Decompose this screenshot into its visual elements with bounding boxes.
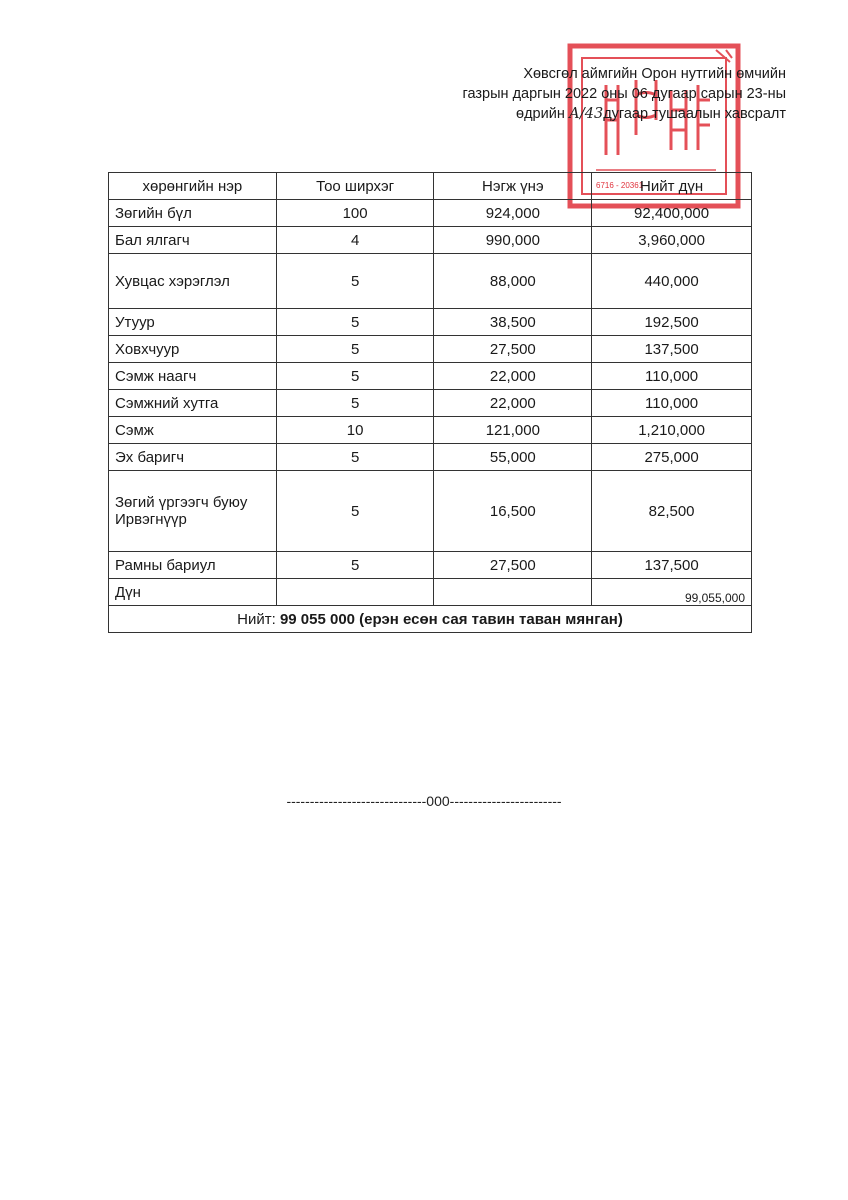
cell-total: 1,210,000: [592, 417, 752, 444]
cell-total: 137,500: [592, 552, 752, 579]
stamp-number: 6716 - 20361: [596, 181, 644, 190]
table-row: [109, 417, 752, 444]
cell-unit-price: 22,000: [434, 390, 592, 417]
column-header-name: хөрөнгийн нэр: [109, 173, 277, 200]
table-row: [109, 200, 752, 227]
cell-qty: 5: [276, 444, 434, 471]
column-header-unit-price: Нэгж үнэ: [434, 173, 592, 200]
cell-total: 82,500: [592, 471, 752, 552]
sum-value: 99,055,000: [592, 579, 752, 606]
grand-total-cell: [109, 606, 752, 633]
cell-qty: 5: [276, 471, 434, 552]
grand-total-row: [109, 606, 752, 633]
cell-unit-price: 27,500: [434, 552, 592, 579]
cell-name: Утуур: [109, 309, 277, 336]
cell-name: Хувцас хэрэглэл: [109, 254, 277, 309]
cell-qty: 5: [276, 254, 434, 309]
cell-qty: 5: [276, 363, 434, 390]
assets-table: [108, 172, 752, 633]
cell-unit-price: 16,500: [434, 471, 592, 552]
table-header-row: [109, 173, 752, 200]
cell-unit-price: 38,500: [434, 309, 592, 336]
cell-total: 92,400,000: [592, 200, 752, 227]
cell-total: 137,500: [592, 336, 752, 363]
table-row: [109, 254, 752, 309]
table-row: [109, 444, 752, 471]
header-line-3-suffix: дугаар тушаалын хавсралт: [603, 106, 786, 122]
sum-label: Дүн: [109, 579, 277, 606]
cell-total: 275,000: [592, 444, 752, 471]
handwritten-order-number: А/43: [568, 106, 604, 122]
header-line-2: газрын даргын 2022 оны 06 дугаар сарын 23-ны: [462, 86, 786, 102]
sum-row: [109, 579, 752, 606]
end-separator: ------------------------------000------------------------: [286, 793, 562, 809]
table-row: [109, 363, 752, 390]
header-line-3: [326, 104, 786, 124]
grand-total-label: Нийт:: [237, 610, 280, 628]
table-row: [109, 309, 752, 336]
cell-total: 3,960,000: [592, 227, 752, 254]
cell-total: 192,500: [592, 309, 752, 336]
cell-name: Рамны бариул: [109, 552, 277, 579]
header-line-1: Хөвсгөл аймгийн Орон нутгийн өмчийн: [523, 66, 786, 82]
empty-cell: [434, 579, 592, 606]
table-row: [109, 336, 752, 363]
cell-name: Бал ялгагч: [109, 227, 277, 254]
cell-qty: 4: [276, 227, 434, 254]
cell-qty: 5: [276, 390, 434, 417]
cell-unit-price: 27,500: [434, 336, 592, 363]
cell-unit-price: 121,000: [434, 417, 592, 444]
cell-qty: 5: [276, 552, 434, 579]
cell-unit-price: 990,000: [434, 227, 592, 254]
table-row: [109, 471, 752, 552]
grand-total-value: 99 055 000 (ерэн есөн сая тавин таван мянган): [279, 610, 623, 628]
cell-unit-price: 55,000: [434, 444, 592, 471]
cell-name: Сэмж наагч: [109, 363, 277, 390]
table-row: [109, 552, 752, 579]
cell-unit-price: 88,000: [434, 254, 592, 309]
table-row: [109, 390, 752, 417]
header-line-3-prefix: өдрийн: [516, 106, 569, 122]
cell-name: Ховхчуур: [109, 336, 277, 363]
cell-name: Эх баригч: [109, 444, 277, 471]
cell-total: 110,000: [592, 390, 752, 417]
cell-qty: 100: [276, 200, 434, 227]
cell-unit-price: 924,000: [434, 200, 592, 227]
cell-qty: 5: [276, 336, 434, 363]
cell-name: Сэмж: [109, 417, 277, 444]
table-row: [109, 227, 752, 254]
column-header-qty: Тоо ширхэг: [276, 173, 434, 200]
document-header: [326, 64, 786, 124]
cell-unit-price: 22,000: [434, 363, 592, 390]
column-header-total: Нийт дүн: [592, 173, 752, 200]
empty-cell: [276, 579, 434, 606]
cell-total: 440,000: [592, 254, 752, 309]
cell-name: Зөгий үргээгч буюу Ирвэгнүүр: [109, 471, 277, 552]
cell-qty: 10: [276, 417, 434, 444]
cell-name: Сэмжний хутга: [109, 390, 277, 417]
cell-name: Зөгийн бүл: [109, 200, 277, 227]
cell-total: 110,000: [592, 363, 752, 390]
cell-qty: 5: [276, 309, 434, 336]
